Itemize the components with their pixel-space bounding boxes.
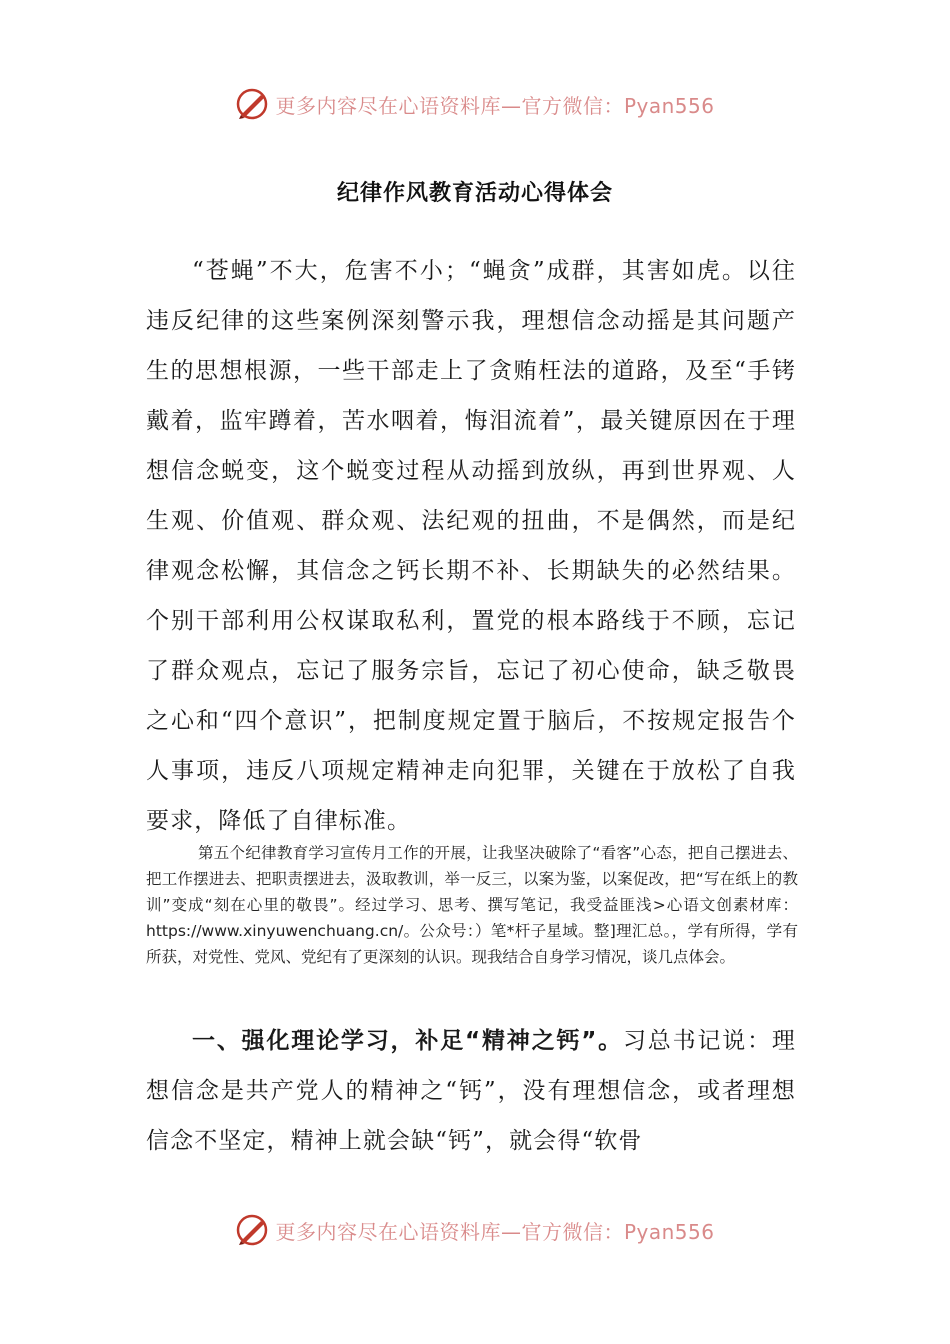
section-text: 习总书记说：理想信念是共产党人的精神之“钙”，没有理想信念，或者理想信念不坚定，精神上就会缺“钙”，就会得“软骨 <box>146 1028 796 1154</box>
watermark-text: 更多内容尽在心语资料库—官方微信：Pyan556 <box>275 93 715 118</box>
watermark-text: 更多内容尽在心语资料库—官方微信：Pyan556 <box>275 1219 715 1244</box>
paragraph-1: “苍蝇”不大，危害不小；“蝇贪”成群，其害如虎。以往违反纪律的这些案例深刻警示我，理想信念动摇是其问题产生的思想根源，一些干部走上了贪贿枉法的道路，及至“手铐戴着，监牢蹲着，苦水咽着，悔泪流着”，最关键原因在于理想信念蜕变，这个蜕变过程从动摇到放纵，再到世界观、人生观、价值观、群众观、法纪观的扭曲，不是偶然，而是纪律观念松懈，其信念之钙长期不补、长期缺失的必然结果。个别干部利用公权谋取私利，置党的根本路线于不顾，忘记了群众观点，忘记了服务宗旨，忘记了初心使命，缺乏敬畏之心和“四个意识”，把制度规定置于脑后，不按规定报告个人事项，违反八项规定精神走向犯罪，关键在于放松了自我要求，降低了自律标准。 <box>146 258 796 834</box>
pen-logo-icon <box>235 1213 269 1247</box>
watermark-footer <box>0 1210 950 1250</box>
watermark-header <box>0 84 950 124</box>
paragraph-3 <box>146 1016 796 1166</box>
paragraph-2: 第五个纪律教育学习宣传月工作的开展，让我坚决破除了“看客”心态，把自己摆进去、把工作摆进去、把职责摆进去，汲取教训，举一反三，以案为鉴，以案促改，把“写在纸上的教训”变成“刻在心里的敬畏”。经过学习、思考、撰写笔记，我受益匪浅>心语文创素材库：https://www.xinyuwenchuang.cn/。公众号：）笔*杆子星域。整]理汇总。，学有所得，学有所获，对党性、党风、党纪有了更深刻的认识。现我结合自身学习情况，谈几点体会。 <box>146 844 798 966</box>
pen-logo-icon <box>235 87 269 121</box>
section-heading: 一、强化理论学习，补足“精神之钙”。 <box>192 1028 623 1054</box>
document-title: 纪律作风教育活动心得体会 <box>336 181 613 206</box>
